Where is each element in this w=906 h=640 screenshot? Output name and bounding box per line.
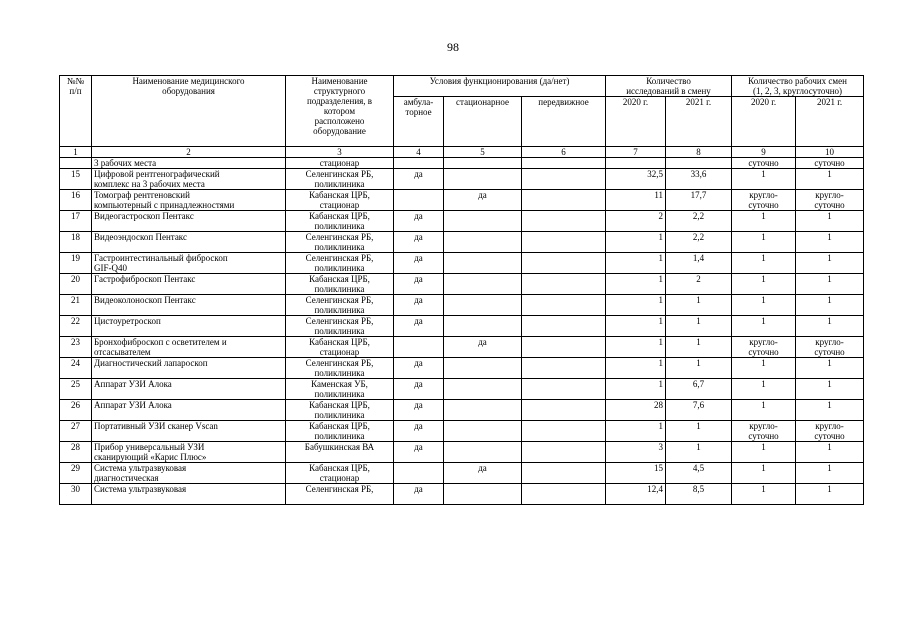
department-name: стационар	[286, 158, 394, 169]
shifts-2020: 1	[732, 211, 796, 232]
row-number: 20	[60, 274, 92, 295]
stationary-cell	[444, 211, 522, 232]
table-row	[60, 295, 864, 316]
equipment-name: Томограф рентгеновский компьютерный с принадлежностями	[92, 190, 286, 211]
table-row	[60, 158, 864, 169]
equipment-name: Система ультразвуковая	[92, 484, 286, 505]
table-row	[60, 316, 864, 337]
row-number: 27	[60, 421, 92, 442]
ambulatory-cell	[394, 190, 444, 211]
column-number: 3	[286, 147, 394, 158]
ambulatory-cell: да	[394, 316, 444, 337]
shifts-2021: 1	[796, 211, 864, 232]
ambulatory-cell: да	[394, 169, 444, 190]
shifts-2021: кругло- суточно	[796, 337, 864, 358]
mobile-cell	[522, 158, 606, 169]
row-number: 24	[60, 358, 92, 379]
table-row	[60, 190, 864, 211]
mobile-cell	[522, 253, 606, 274]
stationary-cell	[444, 379, 522, 400]
count-2021: 2,2	[666, 232, 732, 253]
header-ambulatory: амбула- торное	[394, 97, 444, 147]
shifts-2020: 1	[732, 232, 796, 253]
count-2020	[606, 158, 666, 169]
shifts-2021: кругло- суточно	[796, 421, 864, 442]
column-number: 8	[666, 147, 732, 158]
department-name: Кабанская ЦРБ, поликлиника	[286, 400, 394, 421]
count-2020: 1	[606, 232, 666, 253]
table-row	[60, 463, 864, 484]
shifts-2021: 1	[796, 253, 864, 274]
mobile-cell	[522, 400, 606, 421]
shifts-2020: суточно	[732, 158, 796, 169]
ambulatory-cell: да	[394, 274, 444, 295]
table-row	[60, 274, 864, 295]
equipment-name: Видеоэндоскоп Пентакс	[92, 232, 286, 253]
department-name: Кабанская ЦРБ, стационар	[286, 190, 394, 211]
equipment-name: Гастроинтестинальный фиброскоп GIF-Q40	[92, 253, 286, 274]
stationary-cell: да	[444, 463, 522, 484]
stationary-cell	[444, 442, 522, 463]
table-body	[60, 158, 864, 505]
mobile-cell	[522, 463, 606, 484]
count-2020: 3	[606, 442, 666, 463]
department-name: Селенгинская РБ, поликлиника	[286, 253, 394, 274]
shifts-2021: 1	[796, 169, 864, 190]
ambulatory-cell: да	[394, 295, 444, 316]
department-name: Селенгинская РБ, поликлиника	[286, 232, 394, 253]
header-shifts-2020: 2020 г.	[732, 97, 796, 147]
column-numbers-row	[60, 147, 864, 158]
ambulatory-cell: да	[394, 442, 444, 463]
ambulatory-cell	[394, 337, 444, 358]
count-2021: 2	[666, 274, 732, 295]
equipment-name: Видеоколоноскоп Пентакс	[92, 295, 286, 316]
stationary-cell	[444, 158, 522, 169]
shifts-2021: 1	[796, 232, 864, 253]
mobile-cell	[522, 232, 606, 253]
shifts-2020: кругло- суточно	[732, 421, 796, 442]
header-unit: Наименование структурного подразделения, в котором расположено оборудование	[286, 76, 394, 147]
shifts-2020: 1	[732, 316, 796, 337]
mobile-cell	[522, 316, 606, 337]
row-number: 30	[60, 484, 92, 505]
count-2020: 11	[606, 190, 666, 211]
ambulatory-cell	[394, 463, 444, 484]
table-row	[60, 442, 864, 463]
mobile-cell	[522, 169, 606, 190]
shifts-2020: 1	[732, 295, 796, 316]
ambulatory-cell: да	[394, 421, 444, 442]
header-num: №№ п/п	[60, 76, 92, 147]
table-row	[60, 232, 864, 253]
shifts-2020: 1	[732, 400, 796, 421]
shifts-2020: кругло- суточно	[732, 190, 796, 211]
column-number: 4	[394, 147, 444, 158]
stationary-cell	[444, 316, 522, 337]
stationary-cell: да	[444, 190, 522, 211]
equipment-name: Аппарат УЗИ Алока	[92, 379, 286, 400]
count-2020: 28	[606, 400, 666, 421]
count-2021: 1	[666, 421, 732, 442]
mobile-cell	[522, 211, 606, 232]
department-name: Кабанская ЦРБ, поликлиника	[286, 274, 394, 295]
column-number: 5	[444, 147, 522, 158]
department-name: Селенгинская РБ, поликлиника	[286, 295, 394, 316]
count-2021: 2,2	[666, 211, 732, 232]
department-name: Селенгинская РБ, поликлиника	[286, 169, 394, 190]
shifts-2020: 1	[732, 253, 796, 274]
stationary-cell	[444, 484, 522, 505]
count-2020: 12,4	[606, 484, 666, 505]
mobile-cell	[522, 337, 606, 358]
mobile-cell	[522, 442, 606, 463]
count-2021: 1	[666, 295, 732, 316]
shifts-2021: 1	[796, 295, 864, 316]
row-number: 25	[60, 379, 92, 400]
header-count-2020: 2020 г.	[606, 97, 666, 147]
count-2021: 1	[666, 442, 732, 463]
header-stationary: стационарное	[444, 97, 522, 147]
department-name: Селенгинская РБ, поликлиника	[286, 358, 394, 379]
stationary-cell	[444, 169, 522, 190]
department-name: Бабушкинская ВА	[286, 442, 394, 463]
equipment-name: Бронхофиброскоп с осветителем и отсасывателем	[92, 337, 286, 358]
equipment-name: Система ультразвуковая диагностическая	[92, 463, 286, 484]
mobile-cell	[522, 484, 606, 505]
column-number: 6	[522, 147, 606, 158]
count-2020: 32,5	[606, 169, 666, 190]
shifts-2020: 1	[732, 169, 796, 190]
count-2021: 6,7	[666, 379, 732, 400]
table-row	[60, 253, 864, 274]
equipment-name: Портативный УЗИ сканер Vscan	[92, 421, 286, 442]
count-2020: 15	[606, 463, 666, 484]
count-2020: 1	[606, 274, 666, 295]
header-count-2021: 2021 г.	[666, 97, 732, 147]
stationary-cell	[444, 295, 522, 316]
row-number: 29	[60, 463, 92, 484]
page-number: 98	[447, 40, 459, 54]
column-number: 1	[60, 147, 92, 158]
shifts-2021: 1	[796, 400, 864, 421]
header-count: Количество исследований в смену	[606, 76, 732, 97]
stationary-cell	[444, 358, 522, 379]
department-name: Кабанская ЦРБ, поликлиника	[286, 211, 394, 232]
count-2020: 1	[606, 316, 666, 337]
equipment-name: Диагностический лапароскоп	[92, 358, 286, 379]
table-row	[60, 337, 864, 358]
count-2021: 1,4	[666, 253, 732, 274]
shifts-2020: кругло- суточно	[732, 337, 796, 358]
equipment-name: Цистоуретроскоп	[92, 316, 286, 337]
row-number	[60, 158, 92, 169]
department-name: Селенгинская РБ, поликлиника	[286, 316, 394, 337]
count-2021: 8,5	[666, 484, 732, 505]
shifts-2020: 1	[732, 442, 796, 463]
ambulatory-cell: да	[394, 400, 444, 421]
shifts-2020: 1	[732, 379, 796, 400]
header-shifts: Количество рабочих смен (1, 2, 3, круглосуточно)	[732, 76, 864, 97]
row-number: 17	[60, 211, 92, 232]
row-number: 16	[60, 190, 92, 211]
column-number: 7	[606, 147, 666, 158]
ambulatory-cell: да	[394, 358, 444, 379]
shifts-2021: кругло- суточно	[796, 190, 864, 211]
stationary-cell: да	[444, 337, 522, 358]
department-name: Селенгинская РБ,	[286, 484, 394, 505]
equipment-name: Прибор универсальный УЗИ сканирующий «Карис Плюс»	[92, 442, 286, 463]
row-number: 22	[60, 316, 92, 337]
table-row	[60, 358, 864, 379]
shifts-2021: 1	[796, 379, 864, 400]
department-name: Кабанская ЦРБ, поликлиника	[286, 421, 394, 442]
mobile-cell	[522, 421, 606, 442]
shifts-2021: 1	[796, 358, 864, 379]
ambulatory-cell: да	[394, 379, 444, 400]
count-2020: 1	[606, 295, 666, 316]
count-2020: 1	[606, 379, 666, 400]
column-number: 2	[92, 147, 286, 158]
department-name: Каменская УБ, поликлиника	[286, 379, 394, 400]
row-number: 23	[60, 337, 92, 358]
equipment-table	[59, 75, 864, 505]
table-row	[60, 379, 864, 400]
header-name: Наименование медицинского оборудования	[92, 76, 286, 147]
count-2020: 1	[606, 358, 666, 379]
row-number: 28	[60, 442, 92, 463]
equipment-name: Аппарат УЗИ Алока	[92, 400, 286, 421]
department-name: Кабанская ЦРБ, стационар	[286, 337, 394, 358]
shifts-2021: 1	[796, 442, 864, 463]
mobile-cell	[522, 379, 606, 400]
shifts-2021: суточно	[796, 158, 864, 169]
shifts-2020: 1	[732, 463, 796, 484]
count-2021: 17,7	[666, 190, 732, 211]
table-row	[60, 421, 864, 442]
row-number: 21	[60, 295, 92, 316]
ambulatory-cell: да	[394, 232, 444, 253]
stationary-cell	[444, 253, 522, 274]
shifts-2021: 1	[796, 316, 864, 337]
header-shifts-2021: 2021 г.	[796, 97, 864, 147]
stationary-cell	[444, 274, 522, 295]
count-2021: 1	[666, 358, 732, 379]
count-2020: 1	[606, 337, 666, 358]
count-2021: 4,5	[666, 463, 732, 484]
count-2021	[666, 158, 732, 169]
shifts-2020: 1	[732, 358, 796, 379]
mobile-cell	[522, 274, 606, 295]
ambulatory-cell	[394, 158, 444, 169]
count-2021: 1	[666, 337, 732, 358]
count-2021: 1	[666, 316, 732, 337]
table-row	[60, 484, 864, 505]
count-2020: 1	[606, 253, 666, 274]
stationary-cell	[444, 400, 522, 421]
ambulatory-cell: да	[394, 253, 444, 274]
mobile-cell	[522, 295, 606, 316]
equipment-name: 3 рабочих места	[92, 158, 286, 169]
row-number: 19	[60, 253, 92, 274]
header-mobile: передвижное	[522, 97, 606, 147]
mobile-cell	[522, 190, 606, 211]
header-row-1	[60, 76, 864, 97]
shifts-2021: 1	[796, 484, 864, 505]
equipment-name: Гастрофиброскоп Пентакс	[92, 274, 286, 295]
shifts-2020: 1	[732, 484, 796, 505]
count-2020: 2	[606, 211, 666, 232]
shifts-2021: 1	[796, 463, 864, 484]
table-row	[60, 211, 864, 232]
row-number: 15	[60, 169, 92, 190]
count-2020: 1	[606, 421, 666, 442]
stationary-cell	[444, 232, 522, 253]
table-row	[60, 400, 864, 421]
table-row	[60, 169, 864, 190]
row-number: 26	[60, 400, 92, 421]
department-name: Кабанская ЦРБ, стационар	[286, 463, 394, 484]
count-2021: 7,6	[666, 400, 732, 421]
shifts-2021: 1	[796, 274, 864, 295]
column-number: 9	[732, 147, 796, 158]
ambulatory-cell: да	[394, 211, 444, 232]
count-2021: 33,6	[666, 169, 732, 190]
shifts-2020: 1	[732, 274, 796, 295]
column-number: 10	[796, 147, 864, 158]
row-number: 18	[60, 232, 92, 253]
equipment-name: Видеогастроскоп Пентакс	[92, 211, 286, 232]
mobile-cell	[522, 358, 606, 379]
equipment-name: Цифровой рентгенографический комплекс на 3 рабочих места	[92, 169, 286, 190]
header-conditions: Условия функционирования (да/нет)	[394, 76, 606, 97]
stationary-cell	[444, 421, 522, 442]
ambulatory-cell: да	[394, 484, 444, 505]
